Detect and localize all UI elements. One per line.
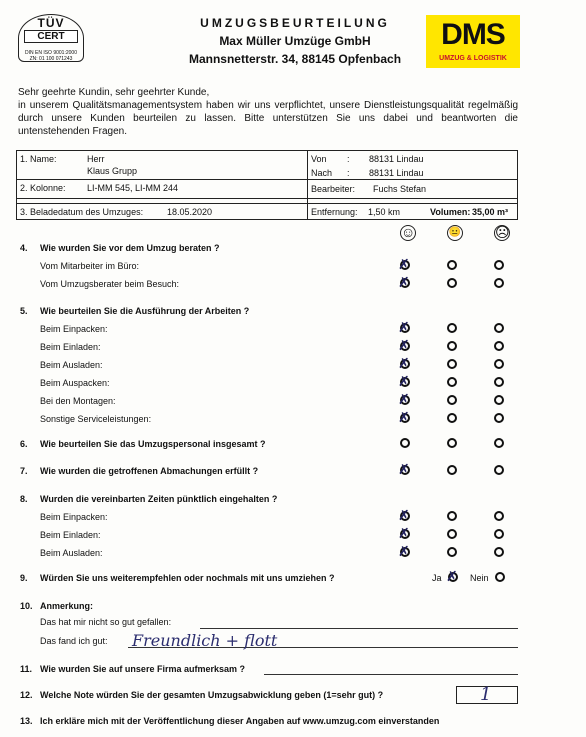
question-5-item-1-radio-1[interactable] (447, 341, 457, 351)
question-7-radio-1[interactable] (447, 465, 457, 475)
q12-text: Welche Note würden Sie der gesamten Umzugsabwicklung geben (1=sehr gut) ? (40, 690, 384, 700)
question-5-item-5-radio-1[interactable] (447, 413, 457, 423)
question-6-number: 6. (20, 439, 28, 449)
q10-not-good-line[interactable] (200, 628, 518, 629)
question-item-label: Beim Einpacken: (40, 324, 108, 334)
question-5-item-0-radio-2[interactable] (494, 323, 504, 333)
question-7-check-icon: ✗ (398, 462, 410, 478)
question-5-item-0-radio-1[interactable] (447, 323, 457, 333)
date-value: 18.05.2020 (167, 207, 213, 217)
question-8-item-0-radio-1[interactable] (447, 511, 457, 521)
question-5-text: Wie beurteilen Sie die Ausführung der Arbeiten ? (40, 306, 250, 316)
question-8-item-2-radio-2[interactable] (494, 547, 504, 557)
q11-answer-line[interactable] (264, 674, 518, 675)
name-label: 1. Name: (20, 154, 57, 164)
question-5-item-3-check-icon: ✗ (398, 374, 410, 390)
intro-text (18, 86, 518, 138)
question-item-label: Sonstige Serviceleistungen: (40, 414, 152, 424)
q11-number: 11. (20, 664, 33, 674)
tuv-cert-label: CERT (24, 30, 78, 43)
neutral-face-icon: 😐 (447, 225, 463, 241)
question-5-item-3-radio-2[interactable] (494, 377, 504, 387)
question-5-item-0-check-icon: ✗ (398, 320, 410, 336)
von-label: Von (311, 154, 327, 164)
question-6-radio-0[interactable] (400, 438, 410, 448)
question-6-radio-2[interactable] (494, 438, 504, 448)
question-item-label: Beim Ausladen: (40, 548, 103, 558)
dms-logo-subtitle: UMZUG & LOGISTIK (439, 55, 507, 62)
question-4-number: 4. (20, 243, 28, 253)
question-4-item-1-radio-1[interactable] (447, 278, 457, 288)
question-6-text: Wie beurteilen Sie das Umzugspersonal insgesamt ? (40, 439, 266, 449)
question-8-item-1-radio-2[interactable] (494, 529, 504, 539)
company-name: Max Müller Umzüge GmbH (219, 34, 371, 48)
question-5-item-2-radio-1[interactable] (447, 359, 457, 369)
q11-text: Wie wurden Sie auf unsere Firma aufmerksam ? (40, 664, 245, 674)
question-5-number: 5. (20, 306, 28, 316)
question-5-item-1-check-icon: ✗ (398, 338, 410, 354)
nach-label: Nach (311, 168, 333, 178)
question-8-text: Wurden die vereinbarten Zeiten pünktlich eingehalten ? (40, 494, 278, 504)
q10-number: 10. (20, 601, 33, 611)
cert-line2: ZN: 01 100 071243 (29, 56, 73, 62)
bearbeiter-label: Bearbeiter: (311, 184, 356, 194)
question-8-item-0-check-icon: ✗ (398, 508, 410, 524)
greeting: Sehr geehrte Kundin, sehr geehrter Kunde, (18, 87, 210, 98)
von-value: 88131 Lindau (369, 154, 424, 164)
question-4-item-0-radio-1[interactable] (447, 260, 457, 270)
customer-info-table (16, 150, 518, 220)
sad-face-icon: ☹ (495, 224, 510, 240)
dms-logo-text: DMS (441, 18, 505, 51)
question-4-text: Wie wurden Sie vor dem Umzug beraten ? (40, 243, 220, 253)
nach-colon: : (347, 168, 350, 178)
question-item-label: Beim Auspacken: (40, 378, 110, 388)
question-4-item-1-radio-2[interactable] (494, 278, 504, 288)
question-5-item-1-radio-2[interactable] (494, 341, 504, 351)
question-7-radio-2[interactable] (494, 465, 504, 475)
q13-number: 13. (20, 716, 33, 726)
question-5-item-2-radio-2[interactable] (494, 359, 504, 369)
question-5-item-4-radio-1[interactable] (447, 395, 457, 405)
q9-ja-label: Ja (432, 573, 442, 583)
question-5-item-4-check-icon: ✗ (398, 392, 410, 408)
intro-body: in unserem Qualitätsmanagementsystem haben wir uns verpflichtet, unsere Dienstleistungsqualität regelmäßig durch unsere Kunden beurteilen zu lassen. Bitte unterstützen Sie uns dabei und beantworten die untenstehenden Fragen. (18, 100, 518, 137)
tuv-label: TÜV (37, 16, 65, 30)
q9-ja-check-icon: ✗ (446, 569, 458, 585)
question-8-number: 8. (20, 494, 28, 504)
q10-not-good-label: Das hat mir nicht so gut gefallen: (40, 617, 172, 627)
question-5-item-4-radio-2[interactable] (494, 395, 504, 405)
q10-good-handwritten: Freundlich + flott (132, 631, 278, 650)
question-8-item-0-radio-2[interactable] (494, 511, 504, 521)
q10-good-label: Das fand ich gut: (40, 636, 108, 646)
happy-face-icon: ☺ (401, 224, 416, 240)
question-6-radio-1[interactable] (447, 438, 457, 448)
question-8-item-2-check-icon: ✗ (398, 544, 410, 560)
question-item-label: Beim Einpacken: (40, 512, 108, 522)
question-7-text: Wie wurden die getroffenen Abmachungen erfüllt ? (40, 466, 259, 476)
form-title: UMZUGSBEURTEILUNG (200, 16, 390, 30)
q9-nein-label: Nein (470, 573, 489, 583)
q9-text: Würden Sie uns weiterempfehlen oder nochmals mit uns umziehen ? (40, 573, 335, 583)
q13-text: Ich erkläre mich mit der Veröffentlichung dieser Angaben auf www.umzug.com einverstanden (40, 716, 440, 726)
q9-number: 9. (20, 573, 28, 583)
question-5-item-5-radio-2[interactable] (494, 413, 504, 423)
q12-grade-handwritten: 1 (480, 684, 492, 705)
question-5-item-2-check-icon: ✗ (398, 356, 410, 372)
kolonne-label: 2. Kolonne: (20, 183, 66, 193)
kolonne-value: LI-MM 545, LI-MM 244 (87, 183, 179, 193)
tuv-cert-details (16, 50, 86, 62)
question-item-label: Bei den Montagen: (40, 396, 116, 406)
question-8-item-2-radio-1[interactable] (447, 547, 457, 557)
question-item-label: Beim Ausladen: (40, 360, 103, 370)
volumen-label: Volumen: (430, 207, 471, 217)
entfernung-label: Entfernung: (311, 207, 358, 217)
nach-value: 88131 Lindau (369, 168, 424, 178)
question-item-label: Beim Einladen: (40, 530, 101, 540)
salutation: Herr (87, 154, 105, 164)
question-item-label: Vom Mitarbeiter im Büro: (40, 261, 140, 271)
question-5-item-3-radio-1[interactable] (447, 377, 457, 387)
q10-text: Anmerkung: (40, 601, 94, 611)
question-4-item-1-check-icon: ✗ (398, 275, 410, 291)
question-4-item-0-check-icon: ✗ (398, 257, 410, 273)
question-5-item-5-check-icon: ✗ (398, 410, 410, 426)
company-address: Mannsnetterstr. 34, 88145 Opfenbach (188, 52, 402, 66)
question-item-label: Vom Umzugsberater beim Besuch: (40, 279, 180, 289)
q9-nein-radio[interactable] (495, 572, 505, 582)
q12-number: 12. (20, 690, 33, 700)
question-8-item-1-check-icon: ✗ (398, 526, 410, 542)
cert-line1: DIN EN ISO 9001:2000 (25, 50, 77, 56)
question-8-item-1-radio-1[interactable] (447, 529, 457, 539)
question-4-item-0-radio-2[interactable] (494, 260, 504, 270)
entfernung-value: 1,50 km (368, 207, 401, 217)
question-7-number: 7. (20, 466, 28, 476)
bearbeiter-value: Fuchs Stefan (373, 184, 427, 194)
date-label: 3. Beladedatum des Umzuges: (20, 207, 144, 217)
volumen-value: 35,00 m³ (472, 207, 509, 217)
von-colon: : (347, 154, 350, 164)
question-item-label: Beim Einladen: (40, 342, 101, 352)
customer-name: Klaus Grupp (87, 166, 138, 176)
